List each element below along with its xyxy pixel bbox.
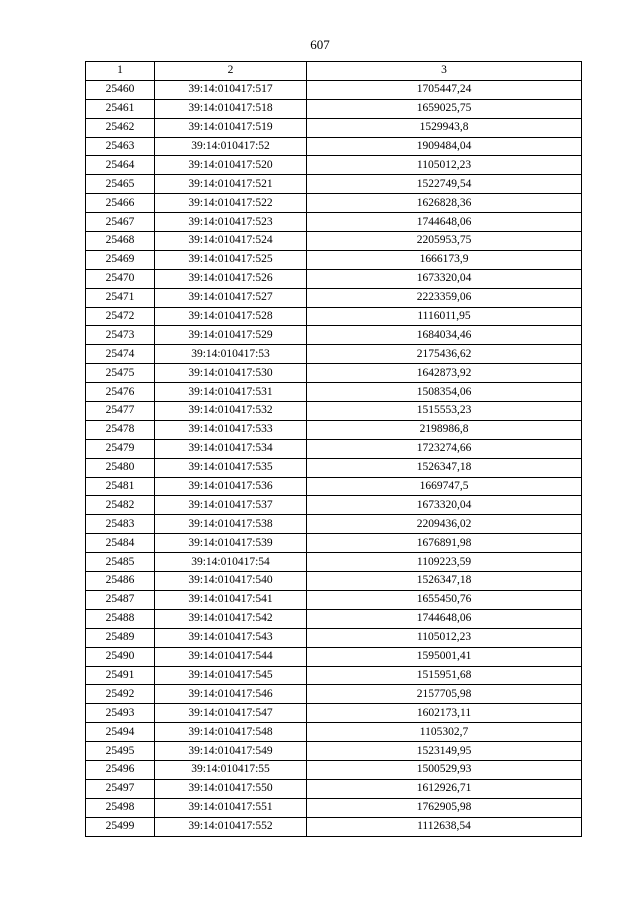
cadastral-number-cell: 39:14:010417:528	[155, 307, 307, 326]
row-number-cell: 25492	[86, 685, 155, 704]
cadastral-value-cell: 1612926,71	[307, 779, 582, 798]
cadastral-number-cell: 39:14:010417:551	[155, 798, 307, 817]
table-row	[86, 326, 582, 345]
table-row	[86, 156, 582, 175]
table-row	[86, 704, 582, 723]
cadastral-number-cell: 39:14:010417:53	[155, 345, 307, 364]
cadastral-value-cell: 1744648,06	[307, 213, 582, 232]
cadastral-value-cell: 2175436,62	[307, 345, 582, 364]
cadastral-value-cell: 1744648,06	[307, 609, 582, 628]
cadastral-value-cell: 1642873,92	[307, 364, 582, 383]
table-row	[86, 590, 582, 609]
cadastral-number-cell: 39:14:010417:52	[155, 137, 307, 156]
cadastral-number-cell: 39:14:010417:517	[155, 80, 307, 99]
table-row	[86, 534, 582, 553]
row-number-cell: 25497	[86, 779, 155, 798]
cadastral-number-cell: 39:14:010417:549	[155, 742, 307, 761]
cadastral-number-cell: 39:14:010417:546	[155, 685, 307, 704]
cadastral-value-cell: 2209436,02	[307, 515, 582, 534]
table-row	[86, 307, 582, 326]
table-row	[86, 742, 582, 761]
cadastral-number-cell: 39:14:010417:536	[155, 477, 307, 496]
cadastral-number-cell: 39:14:010417:520	[155, 156, 307, 175]
cadastral-value-cell: 1723274,66	[307, 439, 582, 458]
cadastral-value-cell: 1684034,46	[307, 326, 582, 345]
row-number-cell: 25496	[86, 760, 155, 779]
row-number-cell: 25470	[86, 269, 155, 288]
row-number-cell: 25488	[86, 609, 155, 628]
cadastral-number-cell: 39:14:010417:533	[155, 420, 307, 439]
row-number-cell: 25478	[86, 420, 155, 439]
cadastral-number-cell: 39:14:010417:519	[155, 118, 307, 137]
row-number-cell: 25491	[86, 666, 155, 685]
column-header-value: 3	[307, 62, 582, 81]
cadastral-value-cell: 2198986,8	[307, 420, 582, 439]
row-number-cell: 25461	[86, 99, 155, 118]
cadastral-number-cell: 39:14:010417:547	[155, 704, 307, 723]
table-row	[86, 345, 582, 364]
page-number: 607	[310, 37, 330, 52]
cadastral-number-cell: 39:14:010417:544	[155, 647, 307, 666]
cadastral-number-cell: 39:14:010417:550	[155, 779, 307, 798]
cadastral-value-cell: 1909484,04	[307, 137, 582, 156]
column-header-cadastral-number: 2	[155, 62, 307, 81]
cadastral-number-cell: 39:14:010417:539	[155, 534, 307, 553]
table-row	[86, 685, 582, 704]
row-number-cell: 25477	[86, 402, 155, 421]
row-number-cell: 25479	[86, 439, 155, 458]
cadastral-number-cell: 39:14:010417:552	[155, 817, 307, 836]
table-row	[86, 477, 582, 496]
cadastral-value-cell: 1676891,98	[307, 534, 582, 553]
table-row	[86, 118, 582, 137]
cadastral-number-cell: 39:14:010417:527	[155, 288, 307, 307]
cadastral-number-cell: 39:14:010417:524	[155, 232, 307, 251]
cadastral-value-cell: 1116011,95	[307, 307, 582, 326]
cadastral-value-cell: 1666173,9	[307, 250, 582, 269]
cadastral-value-cell: 1602173,11	[307, 704, 582, 723]
cadastral-value-cell: 1105012,23	[307, 156, 582, 175]
row-number-cell: 25493	[86, 704, 155, 723]
cadastral-value-cell: 2157705,98	[307, 685, 582, 704]
cadastral-value-cell: 1522749,54	[307, 175, 582, 194]
table-row	[86, 572, 582, 591]
table-row	[86, 175, 582, 194]
cadastral-number-cell: 39:14:010417:526	[155, 269, 307, 288]
cadastral-value-cell: 1500529,93	[307, 760, 582, 779]
row-number-cell: 25476	[86, 383, 155, 402]
cadastral-value-cell: 1595001,41	[307, 647, 582, 666]
row-number-cell: 25494	[86, 723, 155, 742]
cadastral-value-cell: 1673320,04	[307, 496, 582, 515]
row-number-cell: 25472	[86, 307, 155, 326]
row-number-cell: 25498	[86, 798, 155, 817]
cadastral-value-cell: 1109223,59	[307, 553, 582, 572]
table-row	[86, 232, 582, 251]
cadastral-value-cell: 2205953,75	[307, 232, 582, 251]
cadastral-value-cell: 1655450,76	[307, 590, 582, 609]
cadastral-value-table	[85, 61, 582, 837]
cadastral-value-cell: 1526347,18	[307, 458, 582, 477]
row-number-cell: 25495	[86, 742, 155, 761]
row-number-cell: 25490	[86, 647, 155, 666]
table-row	[86, 194, 582, 213]
cadastral-number-cell: 39:14:010417:531	[155, 383, 307, 402]
cadastral-value-cell: 2223359,06	[307, 288, 582, 307]
cadastral-number-cell: 39:14:010417:535	[155, 458, 307, 477]
row-number-cell: 25485	[86, 553, 155, 572]
cadastral-number-cell: 39:14:010417:521	[155, 175, 307, 194]
row-number-cell: 25467	[86, 213, 155, 232]
cadastral-value-cell: 1762905,98	[307, 798, 582, 817]
row-number-cell: 25465	[86, 175, 155, 194]
row-number-cell: 25468	[86, 232, 155, 251]
table-row	[86, 609, 582, 628]
cadastral-value-cell: 1112638,54	[307, 817, 582, 836]
table-row	[86, 817, 582, 836]
table-row	[86, 420, 582, 439]
row-number-cell: 25484	[86, 534, 155, 553]
row-number-cell: 25486	[86, 572, 155, 591]
cadastral-value-cell: 1508354,06	[307, 383, 582, 402]
cadastral-number-cell: 39:14:010417:55	[155, 760, 307, 779]
table-row	[86, 288, 582, 307]
table-row	[86, 383, 582, 402]
table-row	[86, 99, 582, 118]
cadastral-number-cell: 39:14:010417:538	[155, 515, 307, 534]
cadastral-value-cell: 1523149,95	[307, 742, 582, 761]
table-row	[86, 80, 582, 99]
table-row	[86, 402, 582, 421]
table-row	[86, 666, 582, 685]
table-row	[86, 496, 582, 515]
table-row	[86, 628, 582, 647]
table-row	[86, 647, 582, 666]
row-number-cell: 25471	[86, 288, 155, 307]
row-number-cell: 25483	[86, 515, 155, 534]
cadastral-value-cell: 1105302,7	[307, 723, 582, 742]
row-number-cell: 25499	[86, 817, 155, 836]
row-number-cell: 25489	[86, 628, 155, 647]
row-number-cell: 25463	[86, 137, 155, 156]
row-number-cell: 25462	[86, 118, 155, 137]
table-row	[86, 439, 582, 458]
table-row	[86, 458, 582, 477]
cadastral-number-cell: 39:14:010417:522	[155, 194, 307, 213]
table-row	[86, 760, 582, 779]
cadastral-value-cell: 1105012,23	[307, 628, 582, 647]
cadastral-value-cell: 1673320,04	[307, 269, 582, 288]
cadastral-number-cell: 39:14:010417:530	[155, 364, 307, 383]
cadastral-value-cell: 1529943,8	[307, 118, 582, 137]
cadastral-number-cell: 39:14:010417:532	[155, 402, 307, 421]
cadastral-number-cell: 39:14:010417:518	[155, 99, 307, 118]
table-row	[86, 553, 582, 572]
cadastral-value-cell: 1705447,24	[307, 80, 582, 99]
row-number-cell: 25460	[86, 80, 155, 99]
cadastral-value-cell: 1515553,23	[307, 402, 582, 421]
cadastral-number-cell: 39:14:010417:540	[155, 572, 307, 591]
table-row	[86, 779, 582, 798]
cadastral-number-cell: 39:14:010417:534	[155, 439, 307, 458]
table-row	[86, 798, 582, 817]
table-row	[86, 250, 582, 269]
row-number-cell: 25487	[86, 590, 155, 609]
cadastral-value-cell: 1515951,68	[307, 666, 582, 685]
cadastral-number-cell: 39:14:010417:529	[155, 326, 307, 345]
cadastral-number-cell: 39:14:010417:548	[155, 723, 307, 742]
row-number-cell: 25480	[86, 458, 155, 477]
row-number-cell: 25473	[86, 326, 155, 345]
cadastral-value-cell: 1626828,36	[307, 194, 582, 213]
cadastral-number-cell: 39:14:010417:541	[155, 590, 307, 609]
row-number-cell: 25475	[86, 364, 155, 383]
table-row	[86, 213, 582, 232]
cadastral-number-cell: 39:14:010417:523	[155, 213, 307, 232]
row-number-cell: 25474	[86, 345, 155, 364]
cadastral-value-cell: 1669747,5	[307, 477, 582, 496]
cadastral-number-cell: 39:14:010417:525	[155, 250, 307, 269]
row-number-cell: 25469	[86, 250, 155, 269]
column-header-number: 1	[86, 62, 155, 81]
row-number-cell: 25481	[86, 477, 155, 496]
cadastral-value-cell: 1526347,18	[307, 572, 582, 591]
table-row	[86, 515, 582, 534]
table-body	[86, 80, 582, 836]
table-row	[86, 137, 582, 156]
cadastral-number-cell: 39:14:010417:545	[155, 666, 307, 685]
cadastral-number-cell: 39:14:010417:542	[155, 609, 307, 628]
cadastral-value-cell: 1659025,75	[307, 99, 582, 118]
table-row	[86, 269, 582, 288]
cadastral-number-cell: 39:14:010417:543	[155, 628, 307, 647]
row-number-cell: 25466	[86, 194, 155, 213]
cadastral-number-cell: 39:14:010417:54	[155, 553, 307, 572]
cadastral-number-cell: 39:14:010417:537	[155, 496, 307, 515]
table-row	[86, 364, 582, 383]
table-header-row	[86, 62, 582, 81]
table-row	[86, 723, 582, 742]
row-number-cell: 25482	[86, 496, 155, 515]
row-number-cell: 25464	[86, 156, 155, 175]
